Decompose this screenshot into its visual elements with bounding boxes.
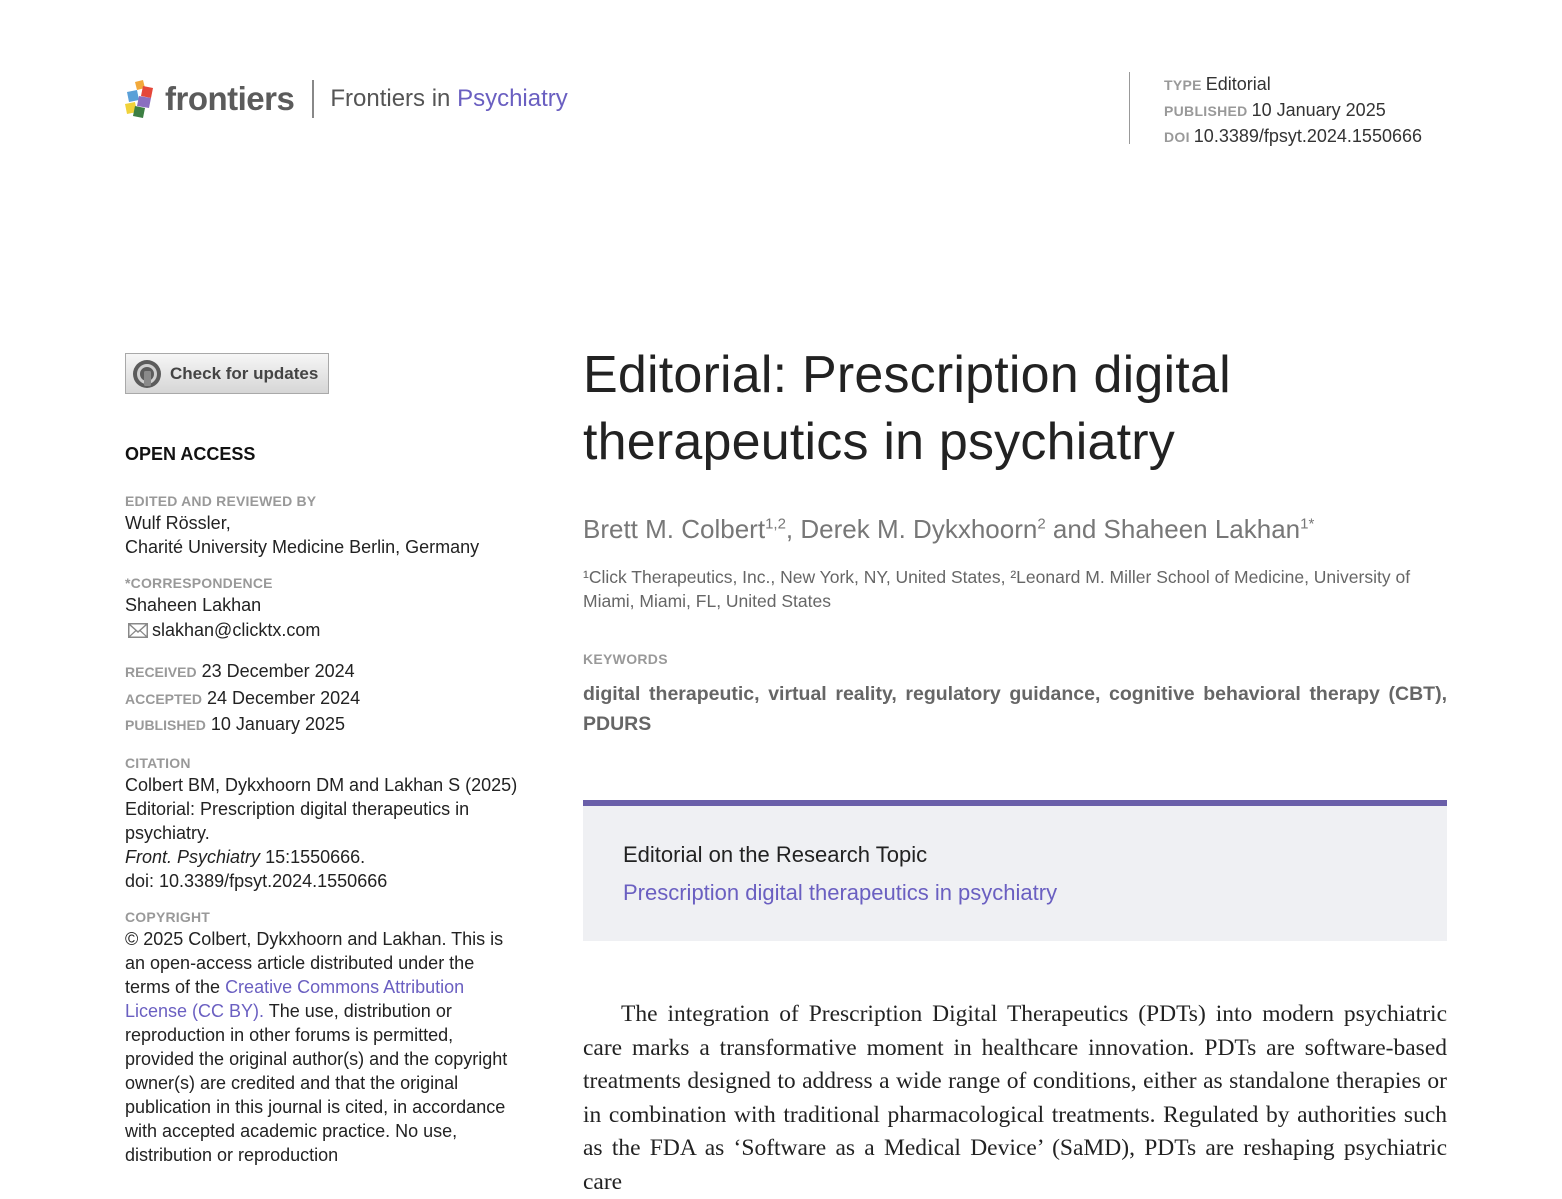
copyright-block (125, 909, 520, 1167)
accepted-label: ACCEPTED (125, 690, 203, 707)
journal-header (125, 80, 568, 118)
author-affiliation-sup: 2 (1037, 515, 1046, 533)
article-sidebar (125, 444, 520, 1181)
copyright-text (125, 927, 520, 1167)
copyright-post: The use, distribution or reproduction in other forums is permitted, provided the original author(s) and the copyright owner(s) are credited and that the original publication in this journal is cited, in accordance with accepted academic practice. No use, distribution or reproduction (125, 1000, 508, 1165)
header-divider (312, 80, 314, 118)
sidebar-published-row (125, 712, 520, 739)
journal-name (330, 85, 567, 113)
edited-block (125, 493, 520, 559)
research-topic-link[interactable]: Prescription digital therapeutics in psychiatry (623, 880, 1058, 905)
edited-label: EDITED AND REVIEWED BY (125, 493, 317, 509)
author-name[interactable]: Derek M. Dykxhoorn (800, 514, 1038, 544)
correspondence-label: *CORRESPONDENCE (125, 575, 273, 591)
received-value: 23 December 2024 (201, 661, 355, 681)
check-for-updates-button[interactable] (125, 353, 329, 394)
author-affiliation-sup: 1,2 (765, 515, 786, 533)
author-separator: , (785, 514, 801, 544)
received-label: RECEIVED (125, 664, 197, 680)
frontiers-logo-icon (125, 80, 157, 118)
check-updates-icon (132, 359, 162, 389)
type-value: Editorial (1205, 74, 1271, 94)
type-label: TYPE (1164, 77, 1202, 93)
dates-block (125, 659, 520, 739)
affiliations: ¹Click Therapeutics, Inc., New York, NY, United States, ²Leonard M. Miller School of Medicine, University of Miami, Miami, FL, United States (583, 567, 1411, 611)
correspondence-email-row[interactable] (125, 617, 520, 643)
author-name[interactable]: Brett M. Colbert (583, 514, 766, 544)
keywords: digital therapeutic, virtual reality, regulatory guidance, cognitive behavioral therapy (CBT), PDURS (583, 683, 1447, 735)
frontiers-wordmark: frontiers (165, 80, 295, 117)
accepted-row (125, 686, 520, 713)
citation-journal: Front. Psychiatry (125, 846, 261, 867)
citation-label: CITATION (125, 754, 191, 771)
published-value: 10 January 2025 (1251, 100, 1386, 120)
author-name[interactable]: Shaheen Lakhan (1103, 514, 1301, 544)
research-topic-box (583, 800, 1447, 941)
author-list (583, 514, 1447, 545)
editor-name: Wulf Rössler, (125, 513, 231, 533)
received-row (125, 659, 520, 686)
doi-label: DOI (1164, 129, 1190, 145)
license-link[interactable]: Creative Commons Attribution License (CC BY). (125, 976, 465, 1021)
mail-icon (128, 623, 148, 638)
journal-prefix: Frontiers in (330, 85, 451, 112)
citation-block (125, 755, 520, 893)
editor-affiliation: Charité University Medicine Berlin, Germany (125, 537, 480, 557)
research-topic-label: Editorial on the Research Topic (623, 842, 928, 867)
published-label: PUBLISHED (1164, 103, 1248, 119)
sidebar-published-value: 10 January 2025 (210, 714, 346, 734)
citation-journal-line (125, 845, 520, 869)
article-meta (1129, 72, 1422, 144)
citation-doi: doi: 10.3389/fpsyt.2024.1550666 (125, 870, 388, 891)
body-paragraph: The integration of Prescription Digital Therapeutics (PDTs) into modern psychiatric care marks a transformative moment in healthcare innovation. PDTs are software-based treatments designed to address a wide range of conditions, either as standalone therapies or in combination with traditional pharmacological treatments. Regulated by authorities such as the FDA as ‘Software as a Medical Device’ (SaMD), PDTs are reshaping psychiatric care (583, 1001, 1447, 1195)
open-access-heading: OPEN ACCESS (125, 444, 256, 464)
doi-row (1164, 124, 1422, 150)
journal-subject: Psychiatry (457, 85, 568, 112)
sidebar-published-label: PUBLISHED (125, 717, 206, 733)
article-main (583, 342, 1447, 739)
copyright-label: COPYRIGHT (125, 908, 211, 925)
author-and: and (1045, 514, 1104, 544)
author-affiliation-sup: 1* (1300, 515, 1315, 533)
correspondence-name: Shaheen Lakhan (125, 595, 262, 615)
type-row (1164, 72, 1422, 98)
article-title: Editorial: Prescription digital therapeutics in psychiatry (583, 346, 1231, 471)
doi-value[interactable]: 10.3389/fpsyt.2024.1550666 (1193, 126, 1422, 146)
published-row (1164, 98, 1422, 124)
correspondence-email[interactable]: slakhan@clicktx.com (152, 620, 321, 640)
correspondence-block (125, 575, 520, 643)
citation-text: Colbert BM, Dykxhoorn DM and Lakhan S (2025) Editorial: Prescription digital therapeutics in psychiatry. (125, 774, 518, 843)
copyright-pre: © 2025 Colbert, Dykxhoorn and Lakhan. This is an open-access article distributed under the terms of the (125, 928, 504, 997)
keywords-label: KEYWORDS (583, 651, 668, 667)
accepted-value: 24 December 2024 (207, 687, 361, 708)
citation-volume: 15:1550666. (265, 846, 366, 867)
check-updates-label: Check for updates (170, 363, 319, 383)
